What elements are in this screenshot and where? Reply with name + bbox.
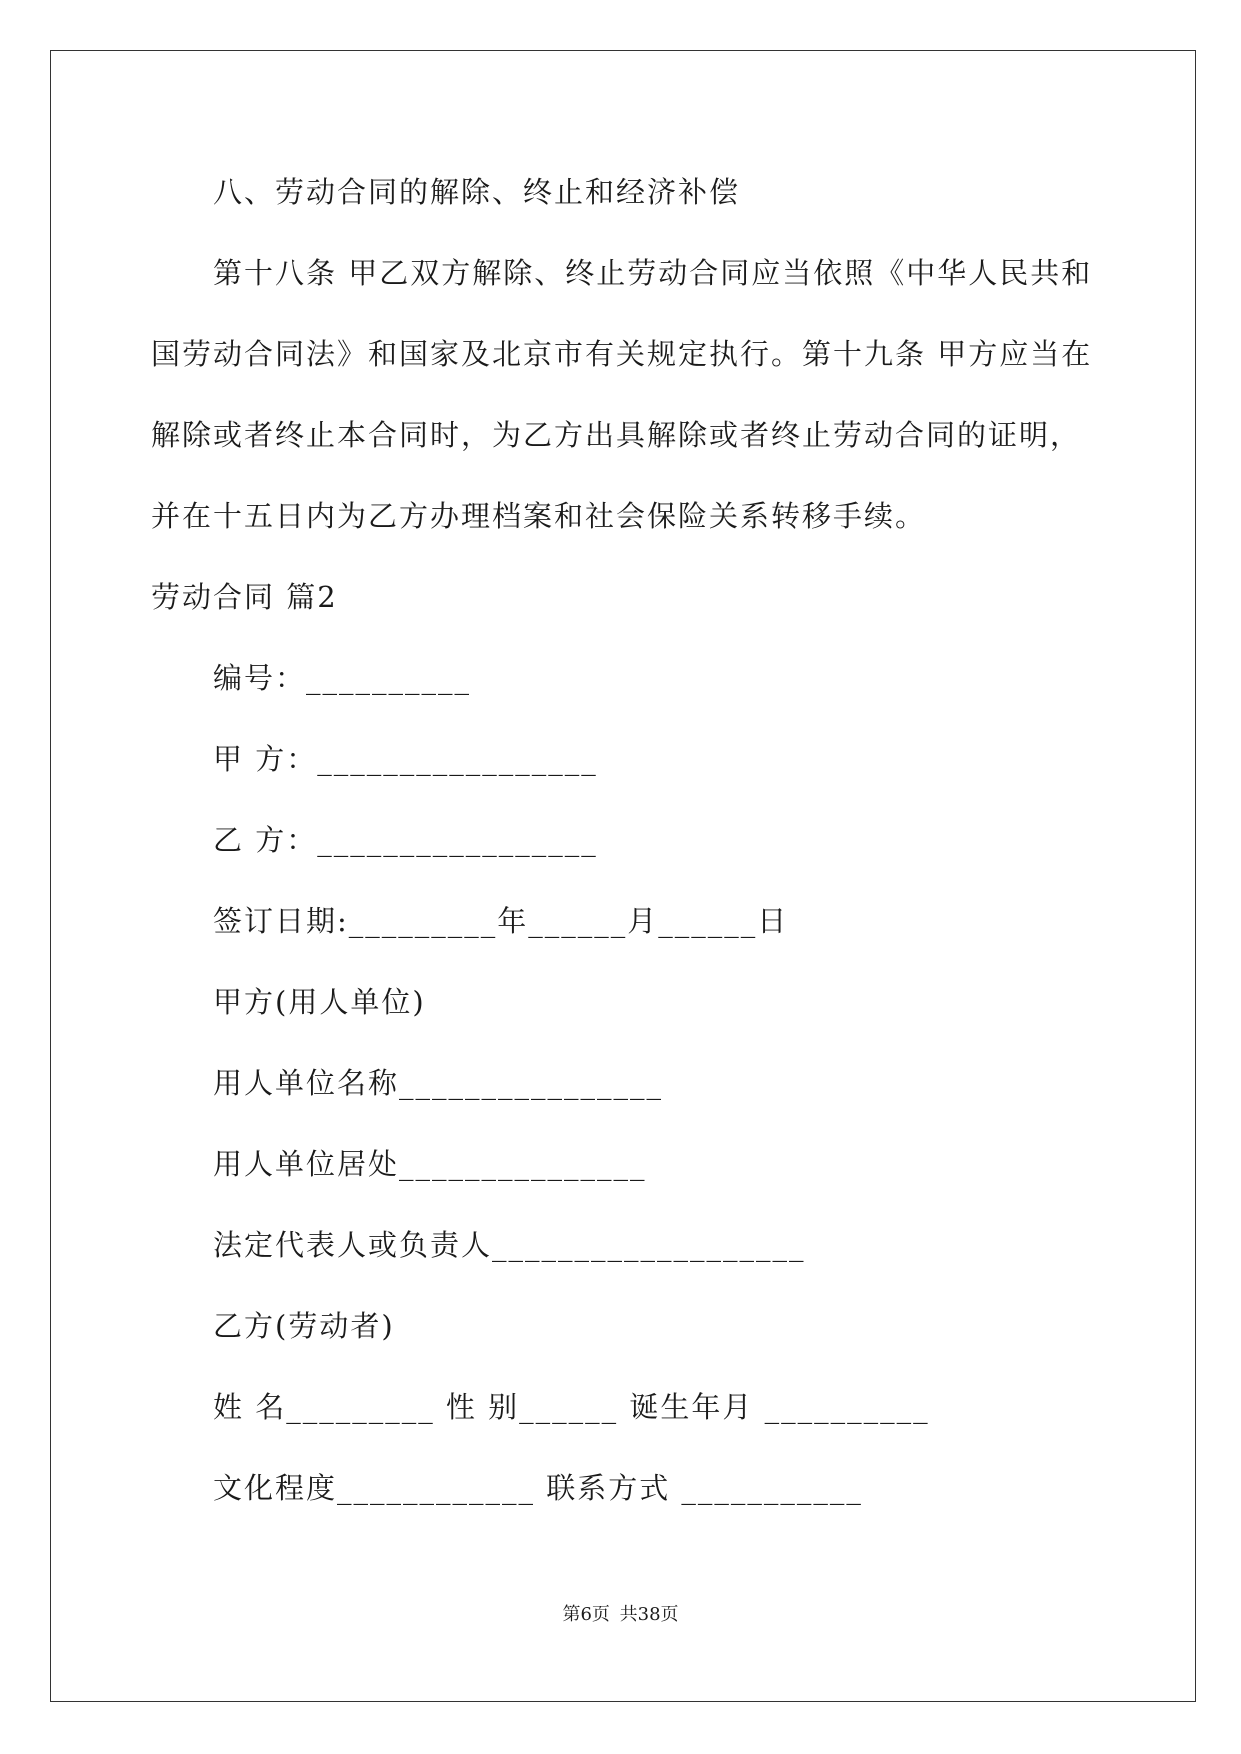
section-heading: 八、劳动合同的解除、终止和经济补偿 xyxy=(213,175,741,209)
employer-name-field: 用人单位名称________________ xyxy=(213,1066,664,1100)
page-number: 第6页 xyxy=(562,1604,610,1625)
signing-date-field: 签订日期:_________年______月______日 xyxy=(213,904,789,938)
employee-education-field: 文化程度____________ 联系方式 ___________ xyxy=(213,1471,863,1505)
page-border xyxy=(50,50,1196,1702)
contract-title: 劳动合同 篇2 xyxy=(151,580,338,614)
legal-representative-field: 法定代表人或负责人___________________ xyxy=(213,1228,806,1262)
employer-address-field: 用人单位居处_______________ xyxy=(213,1147,647,1181)
paragraph-line: 国劳动合同法》和国家及北京市有关规定执行。第十九条 甲方应当在 xyxy=(151,337,1093,371)
employee-info-field: 姓 名_________ 性 别______ 诞生年月 __________ xyxy=(213,1390,930,1424)
contract-number-field: 编号：__________ xyxy=(213,661,472,695)
employee-heading: 乙方(劳动者) xyxy=(213,1309,395,1343)
page-total: 共38页 xyxy=(619,1604,679,1625)
page-footer xyxy=(0,1603,1241,1627)
paragraph-line: 解除或者终止本合同时，为乙方出具解除或者终止劳动合同的证明， xyxy=(151,418,1082,452)
employer-heading: 甲方(用人单位) xyxy=(213,985,426,1019)
party-a-field: 甲 方：_________________ xyxy=(213,742,598,776)
paragraph-line: 并在十五日内为乙方办理档案和社会保险关系转移手续。 xyxy=(151,499,927,533)
paragraph-line: 第十八条 甲乙双方解除、终止劳动合同应当依照《中华人民共和 xyxy=(213,256,1093,290)
party-b-field: 乙 方：_________________ xyxy=(213,823,598,857)
